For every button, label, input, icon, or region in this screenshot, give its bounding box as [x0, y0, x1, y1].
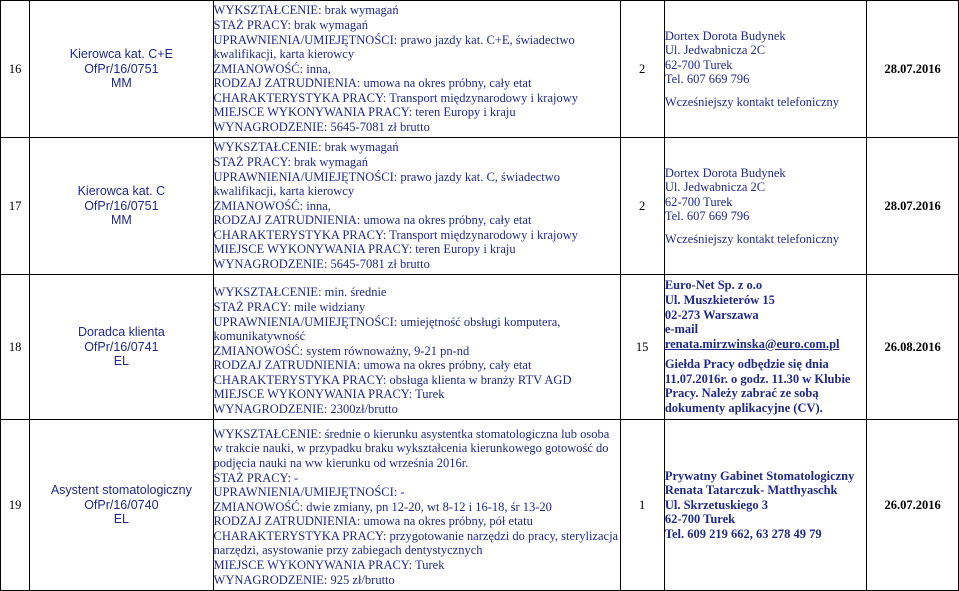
description-cell: [213, 420, 620, 591]
offer-code: OfPr/16/0740: [84, 497, 159, 512]
employer-phone: Tel. 607 669 796: [664, 209, 750, 224]
employer-note: Giełda Pracy odbędzie się dnia 11.07.2016r. o godz. 11.30 w Klubie Pracy. Należy zabrać ze sobą dokumenty aplikacyjne (CV).: [664, 357, 851, 416]
position-cell: [30, 1, 213, 138]
desc-line: RODZAJ ZATRUDNIENIA: umowa na okres próbny, cały etat: [213, 76, 532, 91]
employer-cell: [664, 1, 866, 138]
offer-date: 26.07.2016: [867, 420, 959, 591]
desc-line: RODZAJ ZATRUDNIENIA: umowa na okres próbny, pół etatu: [213, 514, 533, 529]
desc-line: STAŻ PRACY: brak wymagań: [213, 154, 368, 169]
desc-line: WYNAGRODZENIE: 925 zł/brutto: [213, 572, 395, 587]
table-row: [1, 420, 959, 591]
description-cell: [213, 138, 620, 275]
row-number: 18: [1, 275, 30, 420]
desc-line: WYKSZTAŁCENIE: min. średnie: [213, 285, 387, 300]
desc-line: ZMIANOWOŚĆ: system równoważny, 9-21 pn-nd: [213, 343, 470, 358]
desc-line: STAŻ PRACY: mile widziany: [213, 299, 366, 314]
employer-note: Wcześniejszy kontakt telefoniczny: [664, 94, 840, 109]
desc-line: ZMIANOWOŚĆ: inna,: [213, 61, 331, 76]
employer-street: Ul. Jedwabnicza 2C: [664, 43, 766, 58]
position-title: Doradca klienta: [77, 325, 165, 340]
desc-line: RODZAJ ZATRUDNIENIA: umowa na okres próbny, cały etat: [213, 358, 532, 373]
desc-line: WYNAGRODZENIE: 5645-7081 zł brutto: [213, 257, 430, 272]
offer-date: 26.08.2016: [867, 275, 959, 420]
offer-code: OfPr/16/0751: [84, 61, 159, 76]
employer-city: 62-700 Turek: [664, 194, 733, 209]
employer-name: Dortex Dorota Budynek: [664, 28, 786, 43]
desc-line: CHARAKTERYSTYKA PRACY: Transport międzynarodowy i krajowy: [213, 227, 579, 242]
row-number: 19: [1, 420, 30, 591]
desc-line: CHARAKTERYSTYKA PRACY: obsługa klienta w branży RTV AGD: [213, 372, 572, 387]
employer-cell: [664, 138, 866, 275]
desc-line: WYKSZTAŁCENIE: brak wymagań: [213, 140, 399, 155]
employer-name: Euro-Net Sp. z o.o: [664, 278, 763, 293]
vacancy-count: 15: [620, 275, 664, 420]
offer-initials: EL: [113, 354, 130, 369]
offer-initials: EL: [113, 512, 130, 527]
desc-line: WYKSZTAŁCENIE: brak wymagań: [213, 3, 399, 18]
description-cell: [213, 1, 620, 138]
employer-name: Prywatny Gabinet Stomatologiczny: [664, 468, 855, 483]
employer-city: 62-700 Turek: [664, 512, 736, 527]
employer-name: Dortex Dorota Budynek: [664, 165, 786, 180]
position-title: Kierowca kat. C+E: [69, 47, 173, 62]
employer-person: Renata Tatarczuk- Matthyaschk: [664, 483, 838, 498]
position-title: Asystent stomatologiczny: [50, 483, 192, 498]
desc-line: CHARAKTERYSTYKA PRACY: przygotowanie narzędzi do pracy, sterylizacja narzędzi, asystowanie przy zabiegach dentystycznych: [213, 528, 619, 558]
employer-street: Ul. Skrzetuskiego 3: [664, 497, 768, 512]
offer-code: OfPr/16/0741: [84, 339, 159, 354]
employer-cell: [664, 420, 866, 591]
desc-line: MIEJSCE WYKONYWANIA PRACY: teren Europy i kraju: [213, 242, 516, 257]
vacancy-count: 2: [620, 1, 664, 138]
desc-line: UPRAWNIENIA/UMIEJĘTNOŚCI: -: [213, 485, 405, 500]
position-title: Kierowca kat. C: [77, 184, 166, 199]
position-cell: [30, 275, 213, 420]
offer-code: OfPr/16/0751: [84, 198, 159, 213]
table-row: [1, 275, 959, 420]
vacancy-count: 2: [620, 138, 664, 275]
employer-phone: Tel. 607 669 796: [664, 72, 750, 87]
position-cell: [30, 138, 213, 275]
vacancy-count: 1: [620, 420, 664, 591]
desc-line: WYKSZTAŁCENIE: średnie o kierunku asystentka stomatologiczna lub osoba w trakcie nauki, w przypadku braku wykształcenia kierunkowego gotowość do podjęcia nauki na ww kierunku od września 2016r.: [213, 426, 610, 470]
offer-initials: MM: [110, 213, 132, 228]
desc-line: MIEJSCE WYKONYWANIA PRACY: teren Europy i kraju: [213, 105, 516, 120]
desc-line: UPRAWNIENIA/UMIEJĘTNOŚCI: umiejętność obsługi komputera, komunikatywność: [213, 314, 561, 344]
desc-line: WYNAGRODZENIE: 2300zł/brutto: [213, 402, 398, 417]
offer-date: 28.07.2016: [867, 1, 959, 138]
employer-city: 62-700 Turek: [664, 57, 733, 72]
employer-phone: Tel. 609 219 662, 63 278 49 79: [664, 526, 822, 541]
desc-line: MIEJSCE WYKONYWANIA PRACY: Turek: [213, 387, 445, 402]
desc-line: CHARAKTERYSTYKA PRACY: Transport międzynarodowy i krajowy: [213, 90, 579, 105]
employer-street: Ul. Jedwabnicza 2C: [664, 180, 766, 195]
employer-email-label: e-mail: [664, 322, 699, 337]
desc-line: RODZAJ ZATRUDNIENIA: umowa na okres próbny, cały etat: [213, 213, 532, 228]
offer-date: 28.07.2016: [867, 138, 959, 275]
desc-line: UPRAWNIENIA/UMIEJĘTNOŚCI: prawo jazdy kat. C, świadectwo kwalifikacji, karta kierowcy: [213, 169, 561, 199]
description-cell: [213, 275, 620, 420]
desc-line: WYNAGRODZENIE: 5645-7081 zł brutto: [213, 120, 430, 135]
table-row: [1, 138, 959, 275]
desc-line: ZMIANOWOŚĆ: inna,: [213, 198, 331, 213]
desc-line: ZMIANOWOŚĆ: dwie zmiany, pn 12-20, wt 8-12 i 16-18, śr 13-20: [213, 499, 552, 514]
offer-initials: MM: [110, 76, 132, 91]
table-row: [1, 1, 959, 138]
desc-line: UPRAWNIENIA/UMIEJĘTNOŚCI: prawo jazdy kat. C+E, świadectwo kwalifikacji, karta kierowcy: [213, 32, 575, 62]
row-number: 16: [1, 1, 30, 138]
employer-email-link[interactable]: renata.mirzwinska@euro.com.pl: [664, 336, 840, 351]
employer-cell: [664, 275, 866, 420]
desc-line: MIEJSCE WYKONYWANIA PRACY: Turek: [213, 558, 445, 573]
employer-note: Wcześniejszy kontakt telefoniczny: [664, 231, 840, 246]
desc-line: STAŻ PRACY: -: [213, 470, 299, 485]
employer-city: 02-273 Warszawa: [664, 307, 759, 322]
position-cell: [30, 420, 213, 591]
desc-line: STAŻ PRACY: brak wymagań: [213, 17, 368, 32]
row-number: 17: [1, 138, 30, 275]
employer-street: Ul. Muszkieterów 15: [664, 292, 775, 307]
